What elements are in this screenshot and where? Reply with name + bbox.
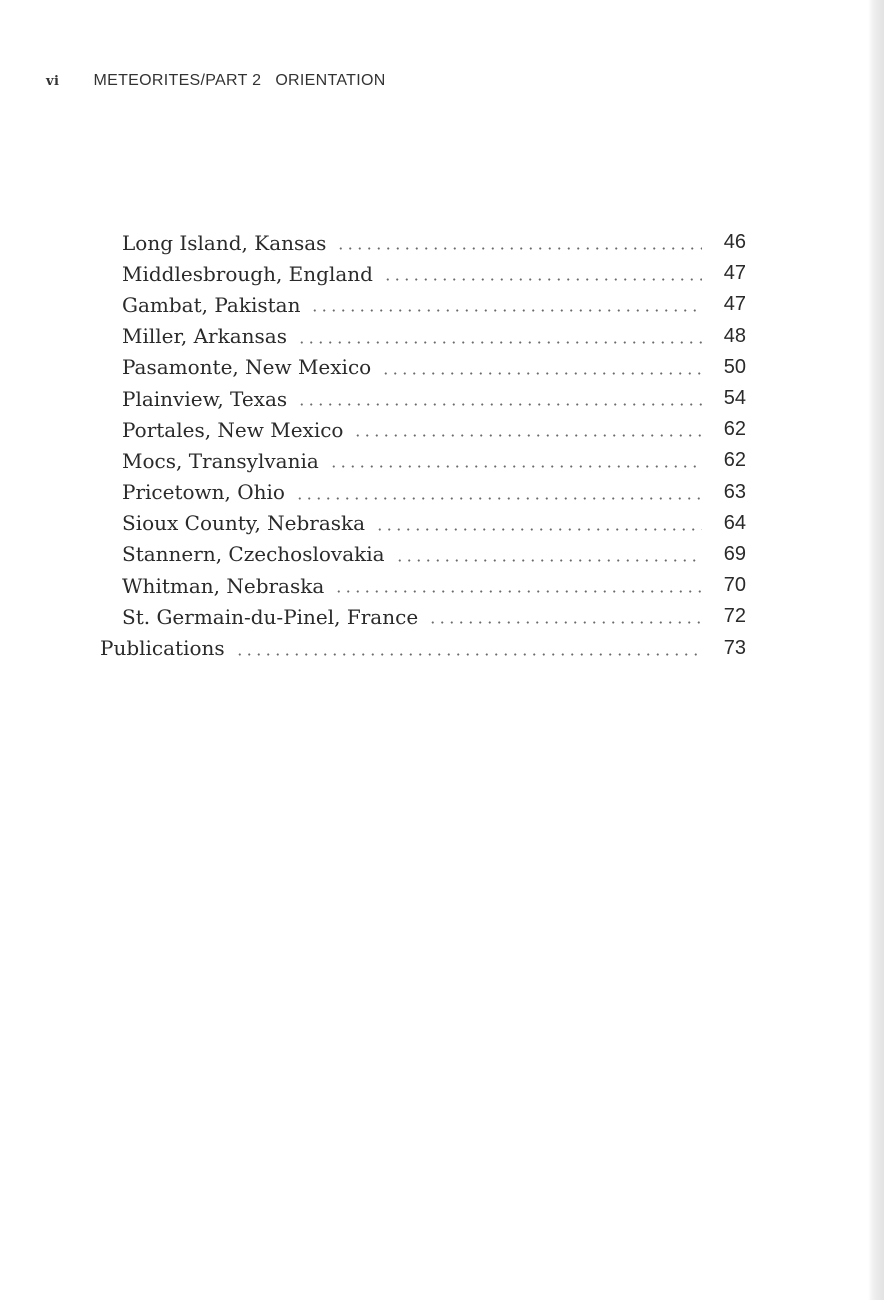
toc-dot-leader [336,247,702,251]
toc-entry [100,258,746,289]
toc-dot-leader [235,652,702,656]
toc-dot-leader [334,590,702,594]
toc-entry-title: Pasamonte, New Mexico [122,355,372,380]
page-folio: vi [46,74,60,89]
toc-entry-page: 50 [723,355,746,378]
toc-entry [100,352,746,383]
toc-entry [100,539,746,570]
toc-entry-title: Miller, Arkansas [122,324,287,349]
toc-entry [100,601,746,632]
toc-entry-title: St. Germain-du-Pinel, France [122,604,419,629]
toc-dot-leader [383,278,702,282]
running-head [46,72,386,94]
toc-entry [100,477,746,508]
toc-entry-page: 73 [723,636,746,659]
toc-entry-page: 62 [723,449,746,472]
toc-entry-page: 47 [723,293,746,316]
toc-dot-leader [381,371,702,375]
toc-dot-leader [295,496,702,500]
toc-entry-title: Long Island, Kansas [122,230,327,255]
table-of-contents [100,227,746,664]
toc-entry [100,289,746,320]
toc-dot-leader [297,340,702,344]
page-edge-shadow [868,0,884,1300]
toc-entry-title: Plainview, Texas [122,386,288,411]
toc-entry-page: 46 [723,231,746,254]
toc-entry [100,383,746,414]
toc-entry-page: 63 [723,480,746,503]
toc-entry [100,414,746,445]
toc-entry-title: Whitman, Nebraska [122,573,325,598]
toc-entry [100,227,746,258]
toc-entry-page: 70 [723,574,746,597]
toc-entry-title: Sioux County, Nebraska [122,511,366,536]
toc-dot-leader [310,309,702,313]
toc-entry-page: 54 [723,387,746,410]
toc-entry-title: Gambat, Pakistan [122,292,301,317]
toc-dot-leader [395,558,702,562]
toc-entry-page: 47 [723,262,746,285]
toc-entry-page: 64 [723,511,746,534]
toc-entry [100,508,746,539]
toc-dot-leader [428,621,702,625]
running-head-section: ORIENTATION [275,72,386,89]
toc-entry-title: Portales, New Mexico [122,417,344,442]
toc-dot-leader [353,434,702,438]
running-head-series: METEORITES/PART 2 [93,72,262,89]
toc-entry-publications [100,632,746,663]
toc-entry-title: Stannern, Czechoslovakia [122,542,385,567]
toc-entry-title: Publications [100,636,225,661]
toc-entry-page: 69 [723,542,746,565]
toc-entry-title: Middlesbrough, England [122,261,373,286]
toc-entry-page: 72 [723,605,746,628]
toc-entry [100,570,746,601]
toc-entry-page: 62 [723,418,746,441]
toc-entry-page: 48 [723,324,746,347]
toc-entry [100,445,746,476]
toc-dot-leader [375,527,702,531]
toc-entry-title: Pricetown, Ohio [122,480,285,505]
toc-entry [100,321,746,352]
toc-dot-leader [297,403,702,407]
toc-dot-leader [329,465,702,469]
toc-entry-title: Mocs, Transylvania [122,448,319,473]
